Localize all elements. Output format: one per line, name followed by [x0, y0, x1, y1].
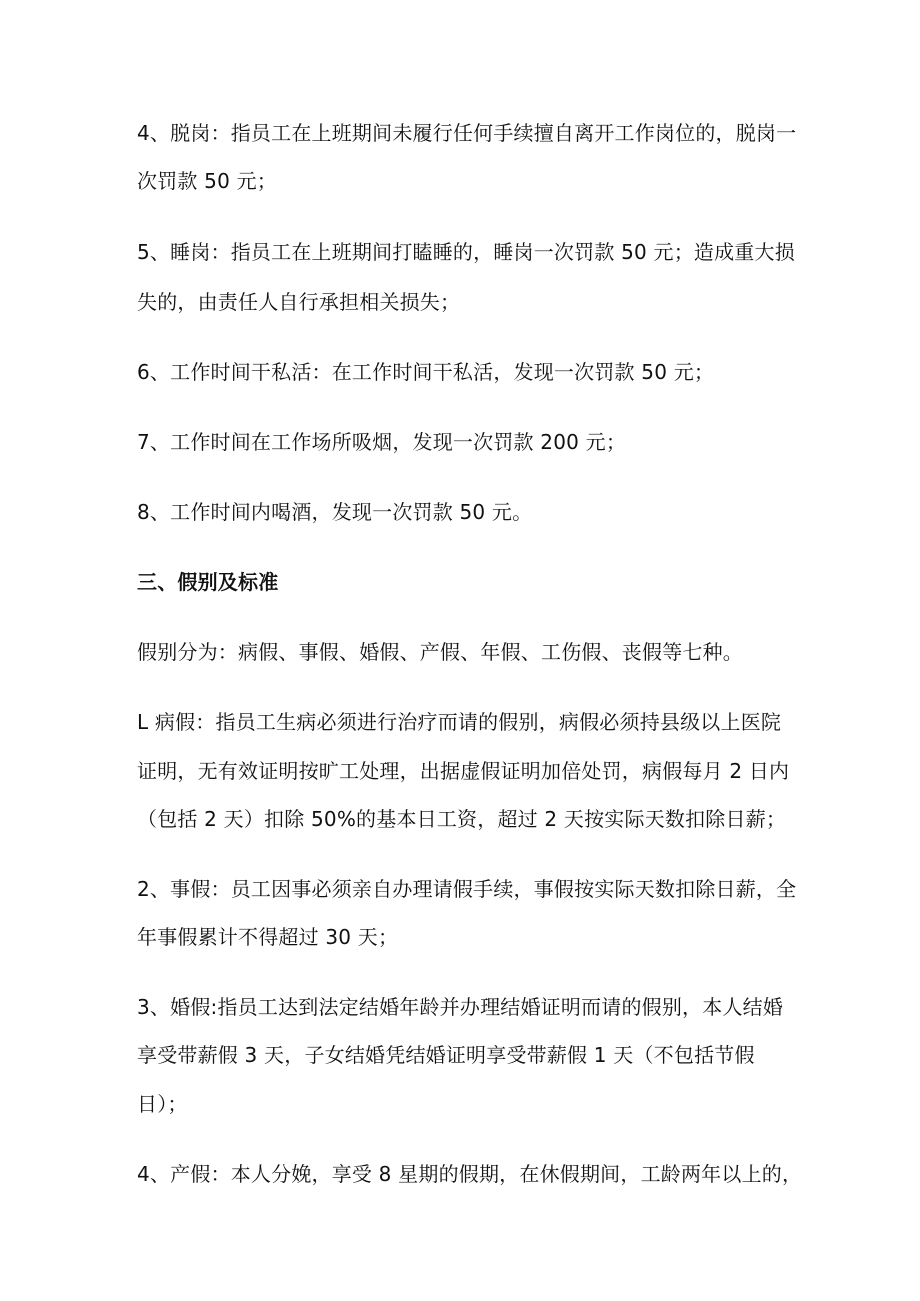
section-heading: 三、假别及标准	[137, 570, 279, 594]
sick-leave-line-1: L 病假：指员工生病必须进行治疗而请的假别，病假必须持县级以上医院	[137, 710, 782, 734]
marriage-leave-line-2: 享受带薪假 3 天，子女结婚凭结婚证明享受带薪假 1 天（不包括节假	[137, 1043, 755, 1067]
personal-leave-line-1: 2、事假：员工因事必须亲自办理请假手续，事假按实际天数扣除日薪，全	[137, 877, 797, 901]
rule-7: 7、工作时间在工作场所吸烟，发现一次罚款 200 元；	[137, 430, 627, 454]
marriage-leave-line-1: 3、婚假:指员工达到法定结婚年龄并办理结婚证明而请的假别，本人结婚	[137, 995, 784, 1019]
rule-6: 6、工作时间干私活：在工作时间干私活，发现一次罚款 50 元；	[137, 360, 715, 384]
sick-leave-line-2: 证明，无有效证明按旷工处理，出据虚假证明加倍处罚，病假每月 2 日内	[137, 759, 790, 783]
rule-4-line-2: 次罚款 50 元；	[137, 169, 277, 193]
rule-5-line-1: 5、睡岗：指员工在上班期间打瞌睡的，睡岗一次罚款 50 元；造成重大损	[137, 240, 795, 264]
maternity-leave-line-1: 4、产假：本人分娩，享受 8 星期的假期，在休假期间，工龄两年以上的，	[137, 1162, 803, 1186]
personal-leave-line-2: 年事假累计不得超过 30 天；	[137, 925, 399, 949]
rule-5-line-2: 失的，由责任人自行承担相关损失；	[137, 290, 461, 314]
rule-8: 8、工作时间内喝酒，发现一次罚款 50 元。	[137, 500, 533, 524]
leave-types-summary: 假别分为：病假、事假、婚假、产假、年假、工伤假、丧假等七种。	[137, 640, 743, 664]
sick-leave-line-3: （包括 2 天）扣除 50%的基本日工资，超过 2 天按实际天数扣除日薪；	[137, 807, 787, 831]
marriage-leave-line-3: 日）；	[137, 1092, 188, 1116]
rule-4-line-1: 4、脱岗：指员工在上班期间未履行任何手续擅自离开工作岗位的，脱岗一	[137, 121, 797, 145]
